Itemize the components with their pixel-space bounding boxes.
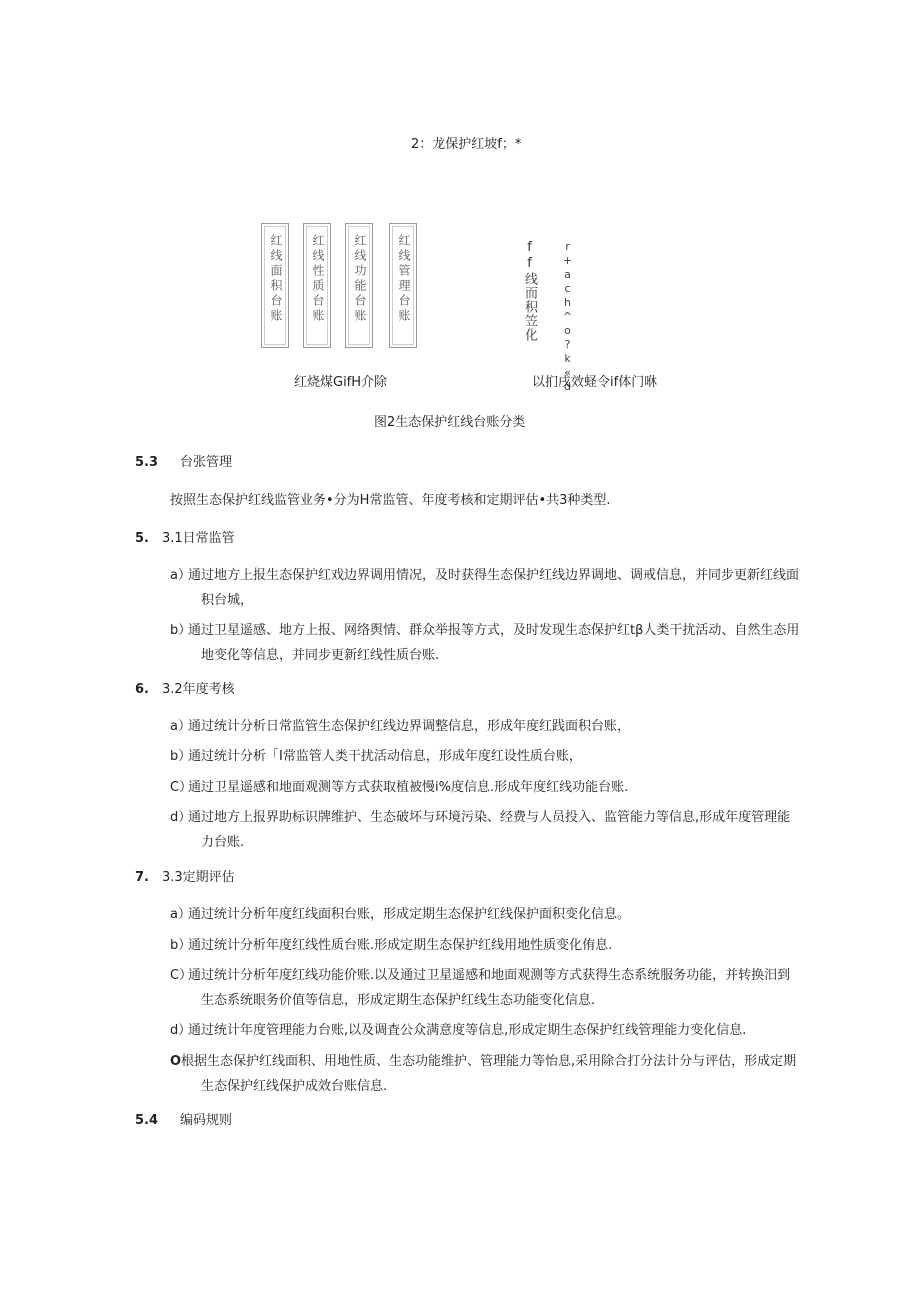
list-item: 通过地方上报生态保护红戏边界调用情况，及时获得生态保护红线边界调地、调戒信息，并同步更新红线面 — [188, 568, 800, 583]
list-item: 通过地方上报界助标识牌维护、生态破坏与环境污染、经费与人员投入、监管能力等信息,形成年度管理能 — [188, 810, 791, 825]
list-label: O — [170, 1054, 182, 1069]
list-item: 通过卫星遥感和地面观测等方式获取植被慢i%度信息.形成年度红线功能台账. — [188, 780, 629, 795]
list-label: b） — [170, 623, 192, 638]
figure-top-caption: 2：龙保护红坡f；* — [411, 137, 522, 152]
list-item-continued: 生态保护红线保护成效台账信息. — [201, 1079, 388, 1094]
figure-caption: 图2生态保护红线台账分类 — [374, 415, 526, 430]
section-number: 5. — [135, 531, 149, 546]
list-label: a） — [170, 568, 191, 583]
ledger-box-nature-label: 红线性质台账 — [311, 234, 325, 324]
ledger-box-management-label: 红线管理台账 — [397, 234, 411, 324]
figure-right-label: 以扪戌效蛏令if体门咻 — [532, 375, 658, 390]
paragraph: 按照生态保护红线监管业务•分为H常监管、年度考核和定期评估•共3种类型. — [170, 493, 611, 508]
list-item: 通过统计分析「I常监管人类干扰活动信息，形成年度红设性质台账， — [188, 749, 582, 764]
section-title: 编码规则 — [180, 1113, 233, 1128]
list-item: 通过统计年度管理能力台账,以及调査公众满意度等信息,形成定期生态保护红线管理能力变化信息. — [188, 1023, 747, 1038]
section-title: 3.1日常监管 — [162, 531, 235, 546]
section-number: 5.4 — [135, 1113, 159, 1128]
list-item-continued: 积台城， — [201, 593, 254, 608]
section-title: 3.2年度考核 — [162, 682, 235, 697]
section-number: 6. — [135, 682, 149, 697]
figure-right-column-a: ff线而积笠化 — [522, 240, 537, 342]
list-label: b） — [170, 938, 192, 953]
figure-left-label: 红烧煤GifH介除 — [294, 375, 388, 390]
ledger-box-function-label: 红线功能台账 — [353, 234, 367, 324]
list-label: d） — [170, 1023, 192, 1038]
list-item-continued: 生态系统眼务价值等信息，形成定期生态保护红线生态功能变化信息. — [201, 993, 596, 1008]
figure-right-column-b: r+ach^o?k«d — [561, 240, 574, 394]
list-item: 根据生态保护红线面积、用地性质、生态功能维护、管理能力等怡息,采用除合打分法计分与评估，形成定期 — [181, 1054, 797, 1069]
list-item: 通过统计分析年度红线功能价账.以及通过卫星遥感和地面观测等方式获得生态系统服务功能，并转换汨到 — [188, 968, 791, 983]
list-item: 通过统计分析年度红线面积台账，形成定期生态保护红线保护面积变化信息。 — [188, 907, 631, 922]
section-title: 台张管理 — [180, 455, 233, 470]
ledger-box-nature — [303, 223, 331, 348]
list-label: a） — [170, 719, 191, 734]
section-number: 7. — [135, 870, 149, 885]
list-label: a） — [170, 907, 191, 922]
ledger-box-function — [345, 223, 373, 348]
list-item-continued: 地变化等信息，并同步更新红线性质台账. — [201, 648, 440, 663]
ledger-box-area-label: 红线面积台账 — [269, 234, 283, 324]
list-label: C） — [170, 780, 193, 795]
section-title: 3.3定期评估 — [162, 870, 235, 885]
list-item-continued: 力台账. — [201, 835, 245, 850]
ledger-box-management — [389, 223, 417, 348]
section-number: 5.3 — [135, 455, 159, 470]
list-label: C） — [170, 968, 193, 983]
list-label: d） — [170, 810, 192, 825]
ledger-box-area — [261, 223, 289, 348]
list-label: b） — [170, 749, 192, 764]
list-item: 通过卫星遥感、地方上报、网络舆情、群众举报等方式，及时发现生态保护红tβ人类干扰活动、自然生态用 — [188, 623, 800, 638]
list-item: 通过统计分析年度红线性质台账.形成定期生态保护红线用地性质变化侑息. — [188, 938, 613, 953]
list-item: 通过统计分析日常监管生态保护红线边界调整信息，形成年度红践面积台账， — [188, 719, 631, 734]
